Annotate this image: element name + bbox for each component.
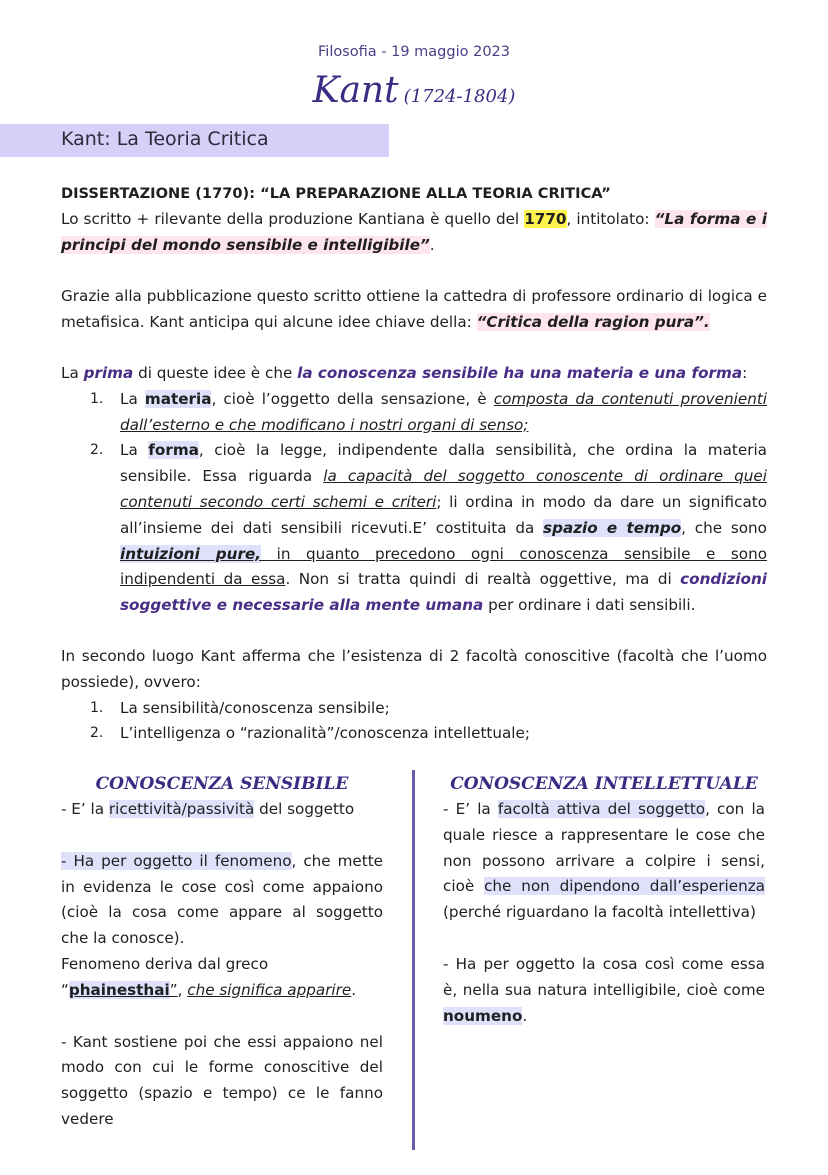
- dissertation-block: [61, 181, 767, 336]
- title-kant: Kant: [312, 70, 399, 111]
- list-item: 2. La forma, cioè la legge, indipendente dalla sensibilità, che ordina la materia sensibile. Essa riguarda la capacità del soggetto conoscente di ordinare quei contenuti secondo certi schemi e criteri; li ordina in modo da dare un significato all’insieme dei dati sensibili ricevuti.E’ costituita da spazio e tempo, che sono intuizioni pure, in quanto precedono ogni conoscenza sensibile e sono indipendenti da essa. Non si tratta quindi di realtà oggettive, ma di condizioni soggettive e necessarie alla mente umana per ordinare i dati sensibili.: [90, 441, 767, 615]
- dissertation-paragraph-1: Lo scritto + rilevante della produzione Kantiana è quello del 1770, intitolato: “La forma e i principi del mondo sensibile e intelligibile”.: [61, 209, 767, 254]
- second-idea-block: [61, 644, 767, 747]
- column-divider: [412, 770, 415, 1150]
- list-item: 1. La sensibilità/conoscenza sensibile;: [90, 698, 390, 717]
- section-banner: [0, 124, 389, 157]
- title-years: (1724-1804): [403, 86, 516, 107]
- work-title: “La forma e i principi del mondo sensibile e intelligibile”: [61, 209, 767, 254]
- dissertation-paragraph-2: Grazie alla pubblicazione questo scritto ottiene la cattedra di professore ordinario di logica e metafisica. Kant anticipa qui alcune idee chiave della: “Critica della ragion pura”.: [61, 287, 767, 332]
- first-idea-intro: La prima di queste idee è che la conoscenza sensibile ha una materia e una forma:: [61, 364, 748, 382]
- first-idea-block: [61, 361, 767, 619]
- critica-title: “Critica della ragion pura”.: [476, 313, 710, 332]
- left-line-4: - Kant sostiene poi che essi appaiono nel modo con cui le forme conoscitive del soggetto (spazio e tempo) ce le fanno vedere: [61, 1032, 383, 1128]
- left-column: [61, 771, 383, 1133]
- facolta-list: [61, 696, 767, 748]
- materia-forma-list: [61, 387, 767, 619]
- right-column: [443, 771, 765, 1029]
- right-line-2: - Ha per oggetto la cosa così come essa è, nella sua natura intelligibile, cioè come noumeno.: [443, 954, 765, 1025]
- left-line-1: - E’ la ricettività/passività del soggetto: [61, 800, 355, 818]
- subject-date: Filosofia - 19 maggio 2023: [318, 44, 510, 60]
- page-title: [0, 70, 828, 111]
- second-idea-text: In secondo luogo Kant afferma che l’esistenza di 2 facoltà conoscitive (facoltà che l’uomo possiede), ovvero:: [61, 647, 767, 691]
- dissertation-heading: DISSERTAZIONE (1770): “LA PREPARAZIONE ALLA TEORIA CRITICA”: [61, 185, 611, 202]
- list-item: 1. La materia, cioè l’oggetto della sensazione, è composta da contenuti provenienti dall’esterno e che modificano i nostri organi di senso;: [90, 389, 767, 434]
- left-line-2: - Ha per oggetto il fenomeno, che mette in evidenza le cose così come appaiono (cioè la cosa come appare al soggetto che la conosce).: [61, 851, 383, 948]
- year-1770: 1770: [524, 209, 567, 228]
- right-column-title: CONOSCENZA INTELLETTUALE: [450, 774, 758, 794]
- left-column-title: CONOSCENZA SENSIBILE: [95, 774, 349, 794]
- section-banner-title: Kant: La Teoria Critica: [61, 128, 269, 150]
- right-line-1: - E’ la facoltà attiva del soggetto, con la quale riesce a rappresentare le cose che non possono arrivare a colpire i sensi, cioè che non dipendono dall’esperienza (perché riguardano la facoltà intellettiva): [443, 800, 765, 922]
- left-line-3: Fenomeno deriva dal greco “phainesthai”, che significa apparire.: [61, 954, 357, 999]
- list-item: 2. L’intelligenza o “razionalità”/conoscenza intellettuale;: [90, 724, 530, 743]
